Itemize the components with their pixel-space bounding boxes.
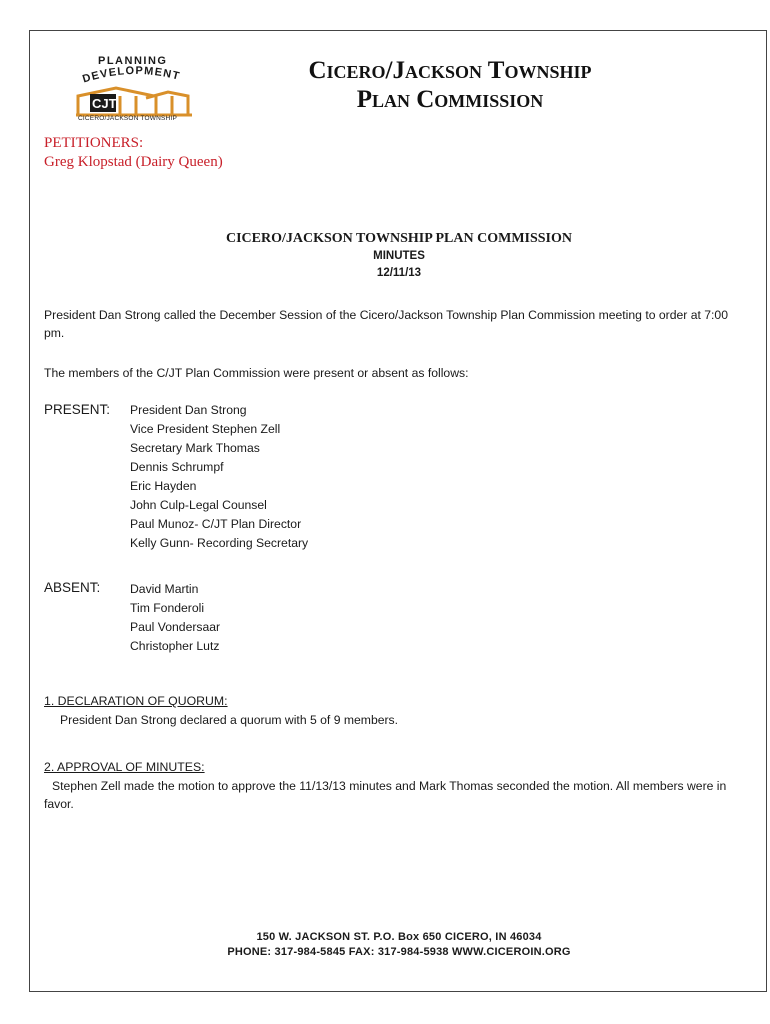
svg-text:DEVELOPMENT	[81, 65, 181, 86]
title-line-1: Cicero/Jackson Township	[308, 57, 592, 84]
minutes-subtitle: MINUTES	[373, 250, 425, 262]
minutes-date: 12/11/13	[376, 267, 422, 279]
petitioners-block	[44, 134, 223, 172]
list-item: Paul Vondersaar	[130, 620, 221, 634]
minutes-title: CICERO/JACKSON TOWNSHIP PLAN COMMISSION	[225, 231, 573, 246]
call-to-order-paragraph: President Dan Strong called the December Session of the Cicero/Jackson Township Plan Commission meeting to order at 7:00 pm.	[44, 308, 728, 340]
footer-address	[30, 930, 768, 960]
list-item: Dennis Schrumpf	[130, 460, 224, 474]
minutes-heading	[30, 230, 768, 282]
document-title	[250, 56, 650, 114]
cjt-badge-text: CJT	[92, 96, 117, 111]
list-item: Tim Fonderoli	[130, 601, 205, 615]
logo-caption: CICERO/JACKSON TOWNSHIP	[78, 115, 177, 122]
section-body-quorum: President Dan Strong declared a quorum with 5 of 9 members.	[60, 713, 399, 727]
logo-graphic	[76, 50, 196, 120]
list-item: David Martin	[130, 582, 199, 596]
list-item: Paul Munoz- C/JT Plan Director	[130, 517, 302, 531]
present-list	[130, 401, 308, 553]
footer-contact-line: PHONE: 317-984-5845 FAX: 317-984-5938 WWW.CICEROIN.ORG	[227, 946, 571, 958]
section-heading-minutes-approval: 2. APPROVAL OF MINUTES:	[44, 760, 205, 774]
footer-address-line: 150 W. JACKSON ST. P.O. Box 650 CICERO, IN 46034	[256, 931, 542, 943]
members-intro-paragraph: The members of the C/JT Plan Commission were present or absent as follows:	[44, 366, 469, 380]
list-item: Eric Hayden	[130, 479, 197, 493]
list-item: Kelly Gunn- Recording Secretary	[130, 536, 309, 550]
petitioner-name: Greg Klopstad (Dairy Queen)	[44, 154, 223, 170]
list-item: John Culp-Legal Counsel	[130, 498, 267, 512]
section-heading-quorum: 1. DECLARATION OF QUORUM:	[44, 694, 228, 708]
absent-list	[130, 580, 220, 656]
title-line-2: Plan Commission	[356, 86, 544, 113]
list-item: Vice President Stephen Zell	[130, 422, 281, 436]
petitioners-heading: PETITIONERS:	[44, 135, 144, 151]
logo-arc-line: DEVELOPMENT	[81, 64, 182, 86]
list-item: Secretary Mark Thomas	[130, 441, 260, 455]
list-item: Christopher Lutz	[130, 639, 220, 653]
section-body-minutes-approval: Stephen Zell made the motion to approve the 11/13/13 minutes and Mark Thomas seconded the motion. All members were in favor.	[44, 779, 727, 811]
present-label: PRESENT:	[44, 402, 111, 417]
absent-label: ABSENT:	[44, 580, 101, 595]
list-item: President Dan Strong	[130, 403, 247, 417]
logo-top-line: PLANNING	[98, 55, 168, 67]
